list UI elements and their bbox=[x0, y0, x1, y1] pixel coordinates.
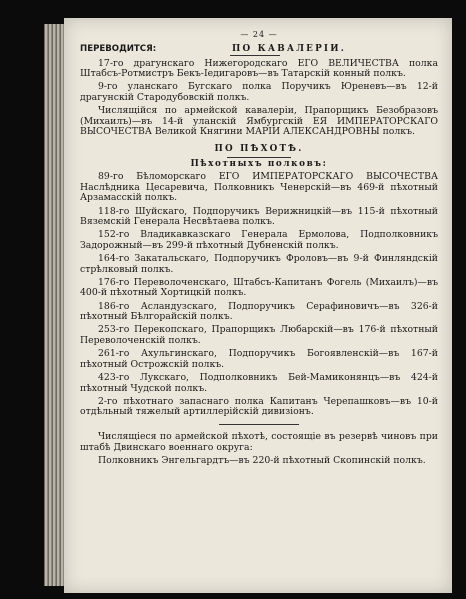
page-content bbox=[80, 30, 438, 469]
entry: 2-го пѣхотнаго запаснаго полка Капитанъ Черепашковъ—въ 10-й отдѣльный тяжелый артиллерійскій дивизіонъ. bbox=[80, 395, 438, 418]
subsection-title: Пѣхотныхъ полковъ: bbox=[190, 158, 328, 169]
reserve-entries bbox=[80, 432, 438, 466]
side-note: ПЕРЕВОДИТСЯ: bbox=[80, 43, 157, 54]
title-rule bbox=[227, 157, 291, 158]
page-number: — 24 — bbox=[240, 30, 278, 39]
entry: 17-го драгунскаго Нижегородскаго ЕГО ВЕЛИЧЕСТВА полка Штабсъ-Ротмистръ Бекъ-Іедигаровъ—въ Татарскій конный полкъ. bbox=[80, 57, 438, 80]
infantry-entries bbox=[80, 172, 438, 418]
separator-rule bbox=[219, 424, 299, 425]
entry: 423-го Лукскаго, Подполковникъ Бей-Мамиконянцъ—въ 424-й пѣхотный Чудской полкъ. bbox=[80, 371, 438, 394]
entry: 253-го Перекопскаго, Прапорщикъ Любарскій—въ 176-й пѣхотный Переволоченскій полкъ. bbox=[80, 324, 438, 346]
entry: Числящіеся по армейской пѣхотѣ, состоящіе въ резервѣ чиновъ при штабѣ Двинскаго военнаго округа: bbox=[80, 430, 438, 453]
entry: 118-го Шуйскаго, Подпоручикъ Верижницкій—въ 115-й пѣхотный Вяземскій Генерала Несвѣтаева полкъ. bbox=[80, 205, 438, 228]
entry: Полковникъ Энгельгардтъ—въ 220-й пѣхотный Скопинскій полкъ. bbox=[98, 454, 426, 466]
book-page bbox=[64, 18, 452, 593]
entry: 152-го Владикавказскаго Генерала Ермолова, Подполковникъ Задорожный—въ 299-й пѣхотный Дубненскій полкъ. bbox=[80, 229, 438, 251]
entry: 261-го Ахульгинскаго, Подпоручикъ Богоявленскій—въ 167-й пѣхотный Острожскій полкъ. bbox=[80, 348, 438, 370]
entry: 176-го Переволоченскаго, Штабсъ-Капитанъ Фогель (Михаилъ)—въ 400-й пѣхотный Хортицкій полкъ. bbox=[80, 276, 438, 299]
section-title-infantry: ПО ПѢХОТѢ. bbox=[214, 143, 304, 154]
cavalry-header-row bbox=[80, 44, 438, 58]
entry: Числящійся по армейской кавалеріи, Прапорщикъ Безобразовъ (Михаилъ)—въ 14-й уланскій Ямбургскій ЕЯ ИМПЕРАТОРСКАГО ВЫСОЧЕСТВА Великой Княгини МАРІИ АЛЕКСАНДРОВНЫ полкъ. bbox=[80, 105, 438, 138]
entry: 164-го Закатальскаго, Подпоручикъ Фроловъ—въ 9-й Финляндскій стрѣлковый полкъ. bbox=[80, 253, 438, 275]
entry: 186-го Асландузскаго, Подпоручикъ Серафиновичъ—въ 326-й пѣхотный Бѣлгорайскій полкъ. bbox=[80, 300, 438, 323]
entry: 89-го Бѣломорскаго ЕГО ИМПЕРАТОРСКАГО ВЫСОЧЕСТВА Наслѣдника Цесаревича, Полковникъ Ченерскій—въ 469-й пѣхотный Арзамасскій полкъ. bbox=[80, 171, 438, 204]
entry: 9-го уланскаго Бугскаго полка Поручикъ Юреневъ—въ 12-й драгунскій Стародубовскій полкъ. bbox=[80, 81, 438, 103]
book-spine-edge bbox=[44, 24, 66, 586]
cavalry-entries bbox=[80, 59, 438, 138]
section-title-cavalry: ПО КАВАЛЕРІИ. bbox=[232, 43, 346, 54]
